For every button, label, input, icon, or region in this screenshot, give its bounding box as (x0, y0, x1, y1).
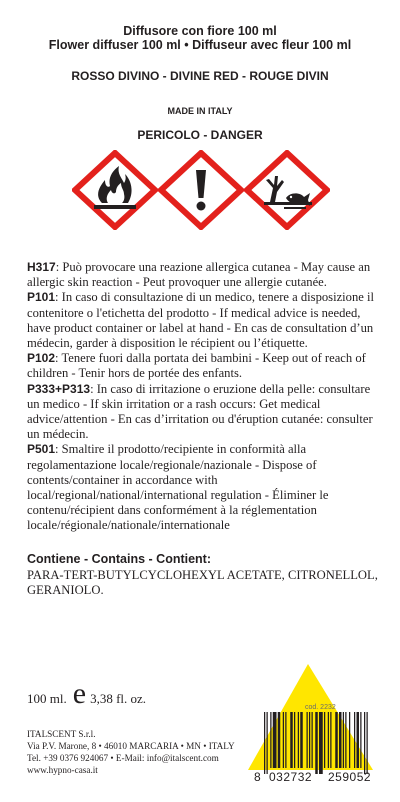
statement-p333-p313: P333+P313: In caso di irritazione o eruzione della pelle: consultare un medico - If skin irritation or a rash occurs: Get medical advice/attention - En cas d’irritation ou d'éruption cutanée: consulter un médecin. (27, 381, 373, 442)
barcode-bar (300, 712, 303, 768)
barcode-bar (324, 712, 325, 768)
barcode-bar (360, 712, 361, 768)
barcode-bar (357, 712, 360, 768)
made-in-italy: MADE IN ITALY (167, 106, 233, 116)
barcode-bar (294, 712, 295, 768)
statement-p501: P501: Smaltire il prodotto/recipiente in conformità alla regolamentazione locale/regionale/nazionale - Dispose of contents/container in accordance with local/regional/national/international regulation - Éliminer le contenu/récipient dans conformément à la réglementation locale/régionale/nationale/internationale (27, 442, 329, 533)
barcode-bar (345, 712, 346, 768)
exclamation-icon (158, 150, 244, 230)
contains-ingredients: PARA-TERT-BUTYLCYCLOHEXYL ACETATE, CITRONELLOL, GERANIOLO. (27, 568, 378, 598)
statement-p101: P101: In caso di consultazione di un medico, tenere a disposizione il contenitore o l'etichetta del prodotto - If medical advice is needed, have product container or label at hand - En cas de consultation d’un médecin, garder à disposition le récipient ou l’étiquette. (27, 290, 374, 351)
product-name-it: Diffusore con fiore 100 ml (123, 24, 277, 38)
volume-info (27, 677, 147, 710)
barcode-bar (283, 712, 284, 768)
company-info (27, 728, 235, 776)
company-website: www.hypno-casa.it (27, 765, 98, 775)
barcode-bar (343, 712, 344, 768)
barcode-bar (270, 712, 271, 768)
color-line: ROSSO DIVINO - DIVINE RED - ROUGE DIVIN (71, 69, 329, 83)
barcode-bar (312, 712, 313, 768)
barcode-bar (335, 712, 338, 768)
barcode-bar (278, 712, 281, 768)
contains-label: Contiene - Contains - Contient: (27, 552, 212, 566)
barcode-digits-right: 259052 (328, 770, 372, 784)
barcode-bar (309, 712, 310, 768)
hazard-statements (27, 260, 379, 534)
barcode-bar (273, 712, 277, 768)
estimated-sign-icon: e (72, 677, 87, 710)
barcode-bar (349, 712, 350, 768)
barcode-bar (290, 712, 293, 768)
company-contact: Tel. +39 0376 924067 • E-Mail: info@italscent.com (27, 753, 219, 763)
company-address: Via P.V. Marone, 8 • 46010 MARCARIA • MN • ITALY (27, 741, 235, 751)
volume-imperial: 3,38 fl. oz. (90, 691, 147, 706)
environment-hazard-icon (244, 150, 330, 230)
danger-signal-word: PERICOLO - DANGER (137, 128, 263, 142)
barcode-bar (354, 712, 355, 768)
statement-p102: P102: Tenere fuori dalla portata dei bambini - Keep out of reach of children - Tenir hors de portée des enfants. (27, 351, 366, 381)
barcode-digits-left: 032732 (269, 770, 313, 784)
product-code: cod. 2232 (305, 704, 336, 711)
barcode-bar (330, 712, 331, 768)
volume-metric: 100 ml. (27, 691, 67, 706)
product-name-en-fr: Flower diffuser 100 ml • Diffuseur avec fleur 100 ml (48, 38, 352, 52)
barcode-digit-first: 8 (254, 770, 261, 784)
hazard-pictograms (72, 150, 330, 230)
company-name: ITALSCENT S.r.l. (27, 729, 96, 739)
barcode-bar (285, 712, 286, 768)
barcode-bar (315, 712, 318, 774)
barcode-bar (364, 712, 365, 774)
barcode-bar (298, 712, 299, 768)
statement-h317: H317: Può provocare una reazione allergica cutanea - May cause an allergic skin reaction - Peut provoquer une allergie cutanée. (27, 260, 371, 290)
flame-icon (72, 150, 158, 230)
barcode-bar (328, 712, 329, 768)
barcode-bar (319, 712, 323, 774)
barcode-bar (307, 712, 308, 768)
barcode-bar (267, 712, 268, 774)
barcode-bar (339, 712, 342, 768)
barcode-bar (367, 712, 368, 774)
barcode-bar (264, 712, 265, 774)
